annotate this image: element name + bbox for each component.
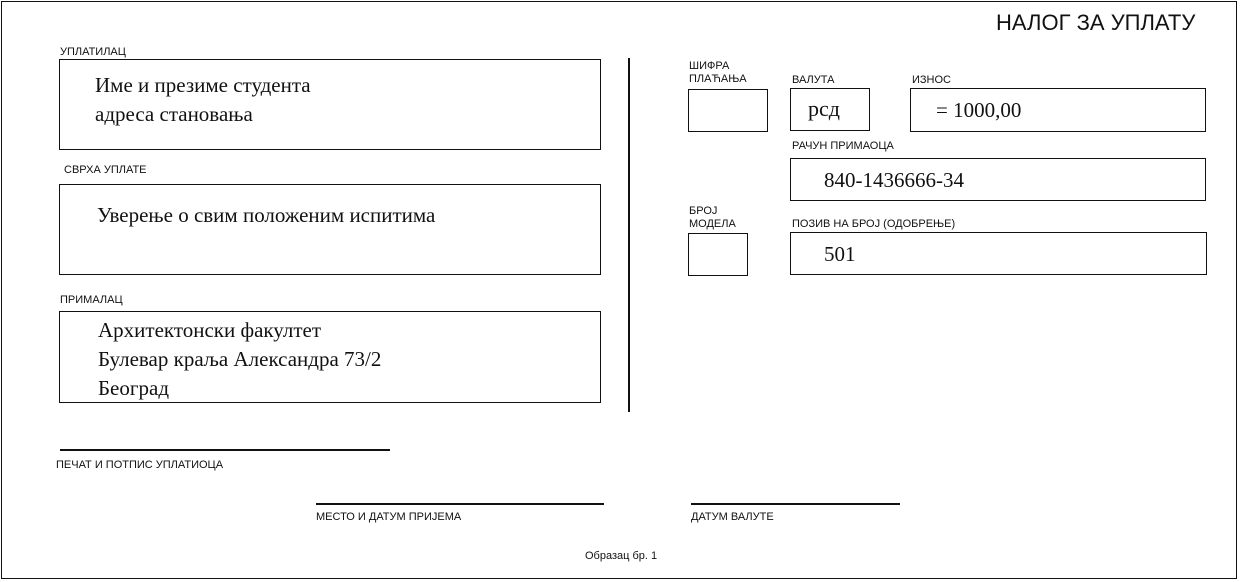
purpose-value: Уверење о свим положеним испитима: [97, 203, 436, 227]
model-number-label-line1: БРОЈ: [689, 205, 718, 217]
amount-value: = 1000,00: [936, 98, 1022, 122]
payment-code-label-line2: ПЛАЋАЊА: [689, 73, 747, 85]
section-divider: [628, 58, 630, 412]
place-date-line: [316, 503, 604, 505]
payment-code-label-line1: ШИФРА: [689, 60, 730, 72]
model-number-label-line2: МОДЕЛА: [689, 218, 736, 230]
payment-code-field[interactable]: [688, 89, 768, 132]
purpose-label: СВРХА УПЛАТЕ: [64, 164, 147, 176]
form-number: Образац бр. 1: [585, 550, 658, 562]
recipient-address: Булевар краља Александра 73/2: [98, 347, 382, 371]
reference-number-value: 501: [824, 242, 856, 266]
recipient-name: Архитектонски факултет: [98, 318, 322, 342]
amount-label: ИЗНОС: [912, 74, 951, 86]
model-number-field[interactable]: [688, 233, 748, 276]
recipient-account-value: 840-1436666-34: [824, 168, 964, 192]
currency-value: рсд: [808, 96, 840, 121]
payer-address: адреса становања: [95, 102, 253, 126]
payer-name: Име и презиме студента: [95, 73, 311, 97]
form-title: НАЛОГ ЗА УПЛАТУ: [996, 10, 1196, 35]
reference-number-label: ПОЗИВ НА БРОЈ (ОДОБРЕЊЕ): [792, 218, 956, 230]
value-date-line: [691, 503, 900, 505]
signature-label: ПЕЧАТ И ПОТПИС УПЛАТИОЦА: [56, 459, 224, 471]
signature-line: [60, 449, 390, 451]
payer-label: УПЛАТИЛАЦ: [60, 46, 126, 58]
place-date-label: МЕСТО И ДАТУМ ПРИЈЕМА: [316, 511, 462, 523]
value-date-label: ДАТУМ ВАЛУТЕ: [691, 511, 774, 523]
recipient-account-label: РАЧУН ПРИМАОЦА: [792, 140, 894, 152]
recipient-city: Београд: [98, 376, 169, 400]
recipient-label: ПРИМАЛАЦ: [60, 294, 123, 306]
currency-label: ВАЛУТА: [792, 74, 835, 86]
